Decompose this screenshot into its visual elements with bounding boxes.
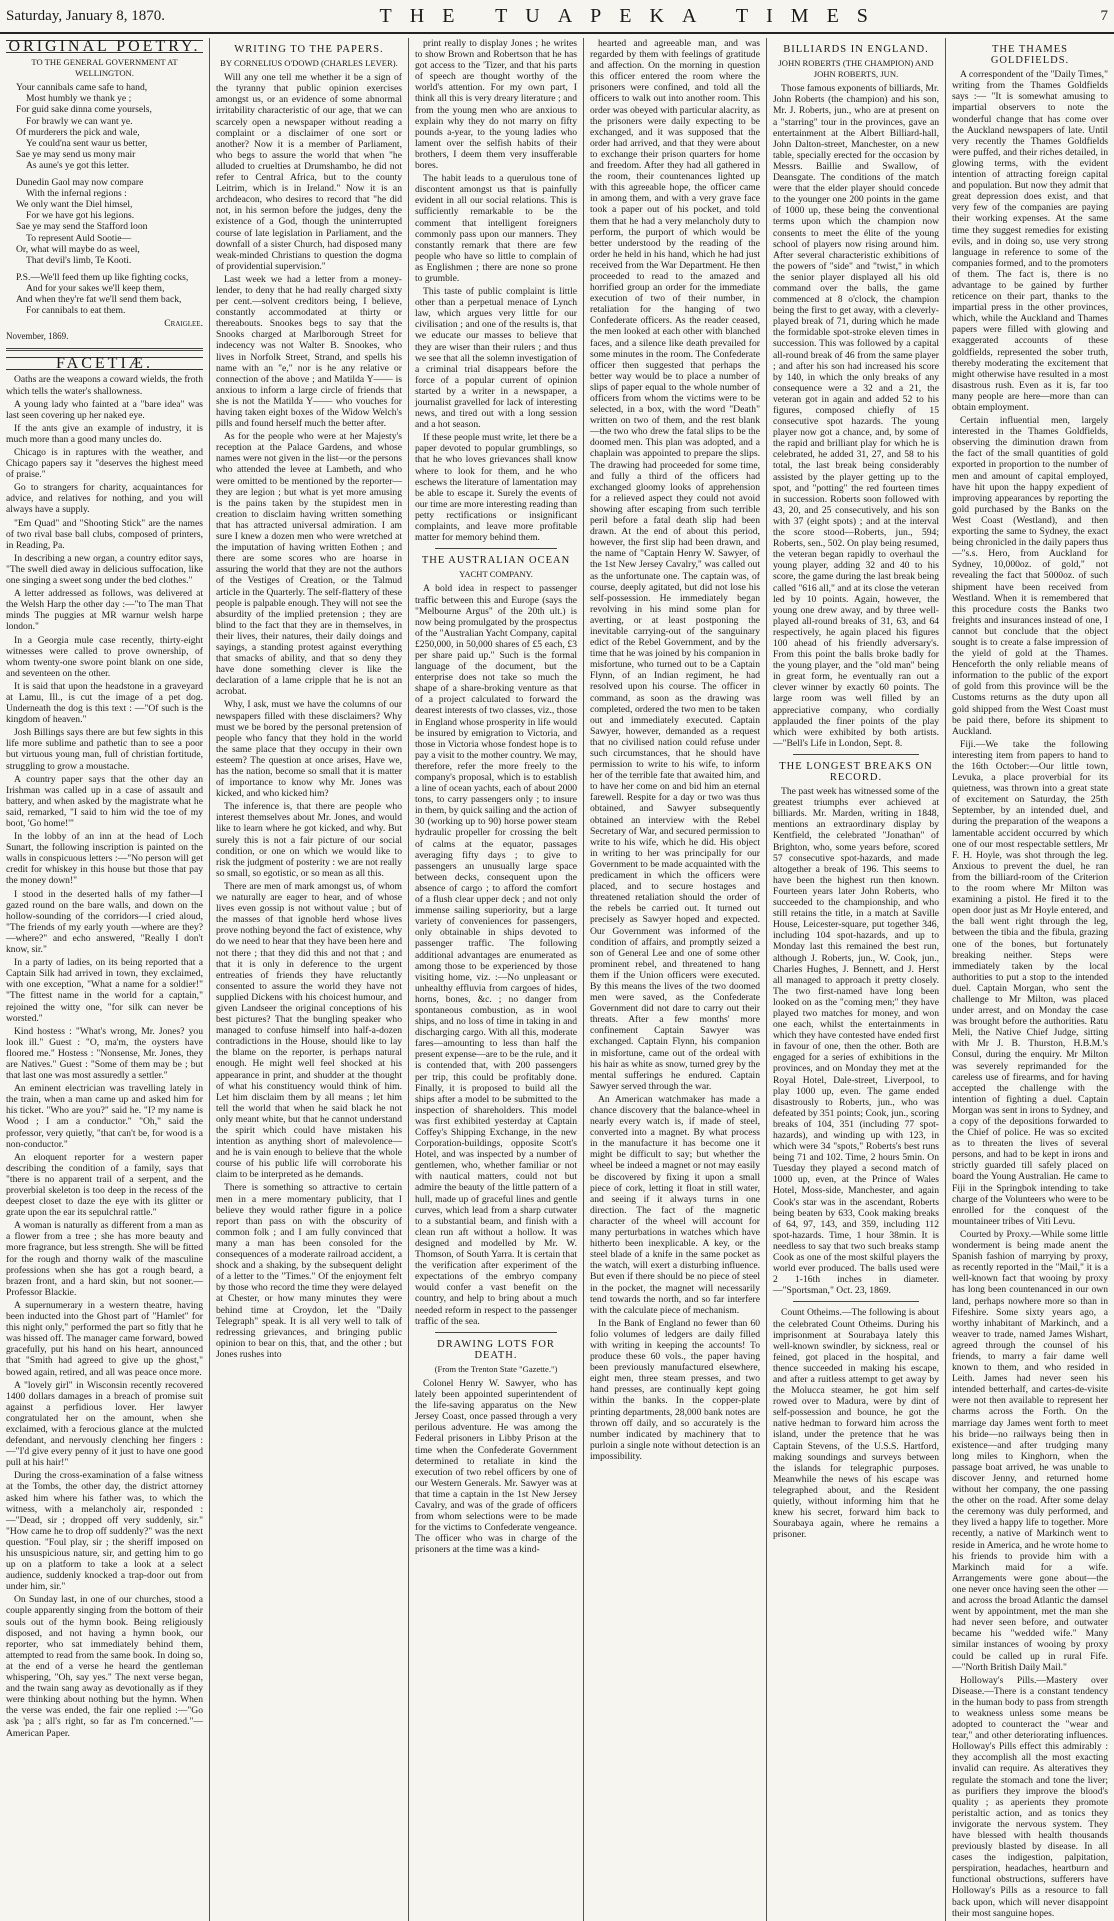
- masthead: [0, 0, 1114, 34]
- facetia-item: In a party of ladies, on its being reported that a Captain Silk had arrived in town, they exclaimed, with one exception, "What a name for a soldier!" "The fittest name in the world for a captain," rejoined the witty one, "for silk can never be worsted.": [6, 957, 203, 1024]
- poem-line: Dunedin Gaol may now compare: [16, 177, 144, 189]
- poem-line: For cannibals to eat them.: [26, 305, 126, 317]
- facetia-item: I stood in the deserted halls of my father—I gazed round on the bare walls, and down on the hollow-sounding of the corridors—I cried aloud, "The friends of my early youth —where are they?—where?" and echo answered, "Really I don't know, sir.": [6, 888, 203, 956]
- newspaper-title: THE TUAPEKA TIMES: [379, 4, 886, 27]
- article-body-yacht: [415, 583, 577, 1326]
- facetia-item: In describing a new organ, a country editor says, "The swell died away in delicious suffocation, like one singing a sweet song under the bed clothes.": [6, 552, 203, 587]
- poem-date: November, 1869.: [6, 331, 69, 342]
- section-heading-poetry: ORIGINAL POETRY.: [6, 40, 203, 53]
- article-heading-writing: WRITING TO THE PAPERS.: [234, 44, 384, 55]
- poem-title: TO THE GENERAL GOVERNMENT AT WELLINGTON.: [31, 57, 178, 79]
- column-1: [0, 38, 210, 1921]
- facetia-item: A country paper says that the other day an Irishman was called up in a case of assault and battery, and when asked by the magistrate what he said, remarked, "I said to him wid the toe of my boot, 'Go home!'": [6, 773, 203, 829]
- facetia-item: Chicago is in raptures with the weather, and Chicago papers say it "deserves the highest meed of praise.": [6, 447, 203, 481]
- facetia-item: A young lady who fainted at a "bare idea" was last seen covering up her naked eye.: [6, 398, 203, 421]
- paragraph: Courted by Proxy.—While some little wonderment is being made anent the Spanish fashion of marrying by proxy, as recently reported in the "Mail," it is a well-known fact that wooing by proxy has long been countenanced in our own land, perhaps nowhere more so than in Fifeshire. Some sixty years ago, a worthy inhabitant of Markinch, and a weaver to trade, named James Wishart, agreed through the counsel of his friends, to marry a fair dame well known to them, and who resided in Leith. James had never seen his intended betterhalf, and cartes-de-visite were not then available to represent her charms across the Forth. On the marriage day James went forth to meet his bride—no railways being then in existence—and after trudging many long miles to Kinghorn, when the passage boat arrived, he was unable to discover Jenny, and returned home without her company, the one passing the other on the road. After some delay the ceremony was duly performed, and they lived a happy life to together. More recently, a native of Markinch went to reside in America, and he wrote home to his friends to provide him with a Markinch maid for a wife. Arrangements were gone about—the one never once having seen the other —and across the broad Atlantic the damsel went by appointment, met the man she had never seen before, and outwater became his "wedded wife." Many similar instances of wooing by proxy could be called up in rural Fife.—"North British Daily Mail.": [952, 1228, 1108, 1673]
- paragraph: Those famous exponents of billiards, Mr. John Roberts (the champion) and his son, Mr. J. Roberts, jun., who are at present on a "starring" tour in the provinces, gave an entertainment at the Albert Billiard-hall, John Dalton-street, Manchester, on a new table, specially erected for the occasion by Messrs. Baillie and Swallow, of Deansgate. The conditions of the match were that the elder player should concede to the younger one 200 points in the game of 1000 up, these being the conventional terms upon which the champion now consents to meet the élite of the young school of players now rising around him. After several characteristic exhibitions of the powers of "side" and "twist," in which the senior player displayed all his old command over the balls, the game commenced at 8 o'clock, the champion being the first to get away, with a cleverly-played break of 71, during which he made the formidable spot-stroke eleven times in succession. This was followed by a capital all-round break of 46 from the same player ; and after his son had increased his score by 140, in which the only breaks of any consequence were a 32 and a 21, the veteran got in again and added 52 to his figures, composed chiefly of 15 consecutive spot hazards. The young player now got a chance, and, by some of the rapid and brilliant play for which he is celebrated, he added 31, 27, and 58 to his total, the last break being considerably assisted by the player getting up to the spot, and "potting" the red fourteen times in succession. Roberts soon followed with 43, 20, and 25 consecutively, and his son with 37 (eight spots) ; and at the interval the score stood—Roberts, jun., 594; Roberts, sen., 502. On play being resumed, the veteran began rapidly to overhaul the young player, adding 32 and 40 to his score, the game during the last break being called "616 all," and at its close the veteran led by 10 points. Again, however, the young one drew away, and by three well-played all-round breaks of 31, 63, and 64 respectively, he again placed his figures 100 ahead of his friendly adversary's. From this point the balls broke badly for the young player, and the "old man" being in great form, he eventually ran out a clever winner by exactly 60 points. The large room was well filled by an appreciative company, who cordially applauded the finer points of the play which were exhibited by both artists. —"Bell's Life in London, Sept. 8.: [773, 83, 940, 749]
- article-subheading-billiards: JOHN ROBERTS (THE CHAMPION) AND JOHN ROBERTS, JUN.: [778, 58, 934, 80]
- column-4: [584, 38, 767, 1921]
- column-5: [767, 38, 946, 1921]
- article-body-writing-cont: [415, 38, 577, 543]
- article-byline: BY CORNELIUS O'DOWD (CHARLES LEVER).: [220, 58, 398, 69]
- poem-line: Of murderers the pick and wale,: [16, 126, 140, 138]
- facetia-item: Go to strangers for charity, acquaintances for advice, and relatives for nothing, and you will always have a supply.: [6, 482, 203, 516]
- article-body-longest-breaks: [773, 786, 939, 1296]
- facetiae-list: [6, 374, 203, 1738]
- article-heading-drawing-lots: DRAWING LOTS FOR DEATH.: [437, 1338, 555, 1361]
- facetia-item: A letter addressed as follows, was delivered at the Welsh Harp the other day :—"to The man That minds The puggies at MR warnur welsh harpe london.": [6, 588, 203, 633]
- poem-line: We only want the Diel himsel,: [16, 199, 133, 211]
- article-source-drawing-lots: (From the Trenton State "Gazette."): [434, 1363, 558, 1374]
- poem-line: P.S.—We'll feed them up like fighting cocks,: [16, 271, 189, 283]
- poem-line: For we have got his legions.: [26, 210, 135, 222]
- section-heading-facetiae: FACETIÆ.: [6, 357, 203, 370]
- poem-line: For guid sake dinna come yoursels,: [16, 104, 152, 116]
- article-body-billiards: [773, 83, 939, 749]
- poem-line: For brawly we can want ye.: [26, 115, 133, 127]
- poem-line: Sae ye may send us mony mair: [16, 148, 136, 160]
- paragraph: hearted and agreeable man, and was regarded by them with feelings of gratitude and affection. On the morning in question this officer entered the room where the prisoners were confined, and told all the officers to walk out into another room. This order was obeyed with particular alacrity, as the prisoners were daily expecting to be exchanged, and it was supposed that the order had arrived, and that they were about to exchange their prison quarters for home and freedom. After they had all gathered in the room, their countenances lighted up with this agreeable hope, the officer came in among them, and with a very grave face took a paper out of his pocket, and told them that he had a very melancholy duty to perform, the purport of which would be better understood by the reading of the order he held in his hand, which he had just received from the War Department. He then proceeded to read to the amazed and horrified group an order for the immediate execution of two of their number, in retaliation for the hanging of two Confederate officers. As the reader ceased, the men looked at each other with blanched faces, and a silence like death prevailed for some minutes in the room. The Confederate officer then suggested that perhaps the better way would be to place a number of slips of paper equal to the whole number of officers from whom the victims were to be selected, in a box, with the word "Death" written on two of them, and the rest blank—the two who drew the fatal slips to be the doomed men. This plan was adopted, and a chaplain was appointed to prepare the slips. The drawing had proceeded for some time, and fully a third of the officers had exchanged gloomy looks of apprehension for a relieved aspect they could not avoid showing after escaping from such terrible peril before a fatal death slip had been drawn. At the end of about this period, however, the first slip had been drawn, and the name of "Captain Henry W. Sawyer, of the 1st New Jersey Cavalry," was called out as the unfortunate one. The captain was, of course, deeply agitated, but did not lose his self-possession. He immediately began revolving in his mind some plan for averting, or at least postponing the inevitable carrying-out of the sanguinary edict of the Rebel Government, and by the time that he was joined by his companion in misfortune, who turned out to be a Captain Flynn, of an Indian regiment, he had resolved upon his course. The officer in command, as soon as the drawing was completed, ordered the two men to be taken out and immediately executed. Captain Sawyer, however, demanded as a request that no civilised nation could refuse under such circumstances, that he should have permission to write to his wife, to inform her of the terrible fate that awaited him, and to have her come on and bid him an eternal farewell. Respite for a day or two was thus obtained, and Sawyer subsequently obtained an interview with the Rebel Secretary of War, and secured permission to write to his wife, which he did. His object in writing to her was principally for our Government to be made acquainted with the predicament in which the officers were placed, and to secure hostages and threatened retaliation should the order of the rebels be carried out. It turned out precisely as Sawyer hoped and expected. Our Government was informed of the condition of affairs, and promptly seized a son of General Lee and one of some other prominent rebel, and threatened to hang them if the Union officers were executed. By this means the lives of the two doomed men were saved, as the Confederate Government did not dare to carry out their threats. After a few months' more confinement Captain Sawyer was exchanged. Captain Flynn, his companion in misfortune, came out of the ordeal with his hair as white as snow, turned grey by the mental sufferings he endured. Captain Sawyer served through the war.: [590, 38, 760, 1092]
- facetia-item: On Sunday last, in one of our churches, stood a couple apparently singing from the bottom of their souls out of the hymn book. Being religiously disposed, and not having a hymn book, our reporter, who sat immediately behind them, attempted to read from the same book. In doing so, at the end of a verse he heard the gentleman whispering, "Oh, say yes." The next verse began, and the twain sang away as devotionally as if they were thinking about nothing but the hymn. When the verse was ended, the fair one replied :—"Go ask 'pa ; all's right, so far as I'm concerned."—American Paper.: [6, 1594, 203, 1739]
- poem-line: Or, what will maybe do as weel,: [16, 243, 140, 255]
- facetia-item: In a Georgia mule case recently, thirty-eight witnesses were called to prove ownership, of whom twenty-one swore point blank on one side, and seventeen on the other.: [6, 634, 203, 679]
- paragraph: Colonel Henry W. Sawyer, who has lately been appointed superintendent of the life-saving apparatus on the New Jersey Coast, once passed through a very perilous adventure. He was among the Federal prisoners in Libby Prison at the time when the Confederate Government determined to retaliate in kind the execution of two rebel officers by one of our Western Generals. Mr. Sawyer was at that time a captain in the 1st New Jersey Cavalry, and was of the grade of officers from whom selections were to be made for the victims to Confederate vengeance. The officer who was in charge of the prisoners at the time was a kind-: [415, 1377, 577, 1556]
- paragraph: A correspondent of the "Daily Times," writing from the Thames Goldfields says :— "It is somewhat amusing to impartial observers to note the wonderful change that has come over the Auckland newspapers of late. Until very recently the Thames Goldfields were puffed, and their riches detailed, in glowing terms, with the evident intention of attracting foreign capital and population. But now they admit that great depression does exist, and that very few of the companies are paying their working expenses. At the same time they suggest remedies for existing evils, and in doing so, use very strong language in reference to some of the companies formed, and to the promoters of them. The fact is, there is no advantage to be gained by further reticence on their part, thanks to the impartial press in the other provinces, which, while the Auckland and Thames papers were filled with glowing and exaggerated accounts of these goldfields, represented the sober truth, thereby moderating the excitement that might otherwise have resulted in a most disastrous rush. Even as it is, far too many people are here—more than can obtain employment.: [952, 69, 1108, 413]
- poem-line: Most humbly we thank ye ;: [26, 93, 132, 105]
- facetia-item: During the cross-examination of a false witness at the Tombs, the other day, the district attorney asked him where his father was, to which the witness, with a melancholy air, responded :—"Dead, sir ; dropped off very suddenly, sir." "How came he to drop off suddenly?" was the next question. "Foul play, sir ; the sheriff imposed on his unsuspicious nature, sir, and getting him to go up on a platform to take a look at a select audience, suddenly knocked a trap-door out from under him, sir.": [6, 1470, 203, 1593]
- facetia-item: An eminent electrician was travelling lately in the train, when a man came up and asked him for his ticket. "Who are you?" said he. "I? my name is Wood ; I am a conductor." "Oh," said the professor, very quietly, "that can't be, for wood is a non-conductor.": [6, 1083, 203, 1150]
- paragraph: There are men of mark amongst us, of whom we naturally are eager to hear, and of whose lives even gossip is not without value ; but of the masses of that ignoble herd whose lives prove nothing beyond the fact of existence, why do we need to hear that they have been here and not there ; that they did this and not that ; and that it is only in deference to the urgent entreaties of friends they have reluctantly consented to assure the world they have not supplied Dickens with his choicest humour, and given Landseer the original conceptions of his best pictures? That the bungling speaker who managed to confuse himself into half-a-dozen contradictions in the House, should like to lay the blame on the reporter, is perhaps natural enough. He might well feel shocked at his appearance in print, and shudder at the thought of what his constituency would think of him. Let him disclaim them by all means ; let him tell the world that when he said black he not only meant white, but that he cannot understand the spirit which could have mistaken his intention as anything short of malevolence—and he is vain enough to believe that the whole course of his public life will corroborate his claim to be interpreted as he demands.: [216, 880, 402, 1181]
- poem-stanza-1: [6, 82, 203, 171]
- columns: [0, 38, 1114, 1919]
- paragraph: As for the people who were at her Majesty's reception at the Palace Gardens, and whose names were not given in the list—or the persons who attended the levee at Lambeth, and who were omitted to be mentioned by the reporter—they are legion ; but what is yet more amusing is the pains taken by the stupidest men in creation to disclaim having written something that has attracted universal admiration. I am sure I knew a dozen men who were wretched at the imputation of having written Eothen ; and there are some scores who are hoarse in assuring the world that they are not the authors of the Vestiges of Creation, or the Talmud article in the Quarterly. The self-flattery of these people is palpable enough. They will not see the absurdity of the implied pretension ; they are blind to the fact that they are in themselves, in their lives, their natures, their daily doings and sayings, a standing protest against everything that smacks of ability, and that so deny they have done something clever is like the declaration of a lame cripple that he is not an acrobat.: [216, 431, 402, 698]
- article-body-drawing-lots: [415, 1378, 577, 1556]
- article-heading-thames: THE THAMES GOLDFIELDS.: [990, 44, 1070, 67]
- issue-date: Saturday, January 8, 1870.: [6, 7, 165, 24]
- article-body-column-4: [590, 38, 760, 1462]
- facetia-item: In the lobby of an inn at the head of Loch Sunart, the following inscription is painted on the walls in conspicuous letters :—"No person will get credit for whiskey in this house but those that pay the money down!": [6, 831, 203, 887]
- poem-signature: Craiglee.: [164, 318, 203, 330]
- paragraph: Holloway's Pills.—Mastery over Disease.—There is a constant tendency in the human body to pass from strength to weakness unless some means be adopted to counteract the "wear and tear," and other deteriorating influences. Holloway's Pills effect this admirably : they accomplish all the most exacting invalid can require. As alteratives they regulate the stomach and tone the liver; as purifiers they improve the blood's quality ; as aperients they promote peristaltic action, and as tonics they invigorate the nervous system. They have blessed with health thousands previously blasted by disease. In all cases the indigestion, palpitation, perspiration, headaches, heartburn and functional obstructions, sufferers have Holloway's Pills as a resource to fall back upon, which will never disappoint their most sanguine hopes.: [952, 1674, 1108, 1919]
- paragraph: print really to display Jones ; he writes to show Brown and Robertson that he has got access to the 'Tizer, and that his parts of speech are thought worthy of the world's attention. For my own part, I think all this is very dreary literature ; and from the young men who are anxious to explain why they do not marry on fifty pounds a-year, to the young ladies who lament over the selfish habits of their brothers, I deem them very insufferable bores.: [415, 38, 577, 172]
- paragraph: There is something so attractive to certain men in a mere momentary publicity, that I believe they would rather figure in a police report than pass on with the obscurity of common folk ; and I am fully convinced that many a man has been consoled for the consequences of a moderate railroad accident, a shock and a shaking, by the subsequent delight of a letter to the "Times." Of the enjoyment felt by those who record the time they were delayed at Chester, or how many minutes they were behind time at Croydon, let the "Daily Telegraph" speak. It is all very well to talk of redressing grievances, and bringing public opinion to bear on this, that, and the other ; but Jones rushes into: [216, 1182, 402, 1360]
- facetia-item: Kind hostess : "What's wrong, Mr. Jones? you look ill." Guest : "O, ma'm, the oysters have floored me." Hostess : "Nonsense, Mr. Jones, they are Natives." Guest : "Some of them may be ; but that last one was most assuredly a settler.": [6, 1025, 203, 1082]
- paragraph: Certain influential men, largely interested in the Thames Goldfields, observing the diminution drawn from the fact of the small quantities of gold exported in proportion to the number of men and amount of capital employed, have hit upon the happy expedient of improving appearances by reporting the gold purchased by the Banks on the West Coast (Westland), and then exporting the same to Sydney, the exact being chronicled in the daily papers thus—"s.s. Hero, from Auckland for Sydney, 10,000oz. of gold," not revealing the fact that 5000oz. of such shipment have been received from Westland. When it is remembered that this procedure costs the Banks two freights and insurances instead of one, I cannot but conclude that the object sought is to create a false impression of the yield of gold at the Thames. Henceforth the only reliable means of information to the public of the export of gold from this province will be the Customs returns as the duty upon all gold shipped from the West Coast must be paid there, before its shipment to Auckland.: [952, 415, 1108, 737]
- poem-line: With the infernal regions :: [26, 188, 127, 200]
- paragraph: The habit leads to a querulous tone of discontent amongst us that is painfully evident in all our social relations. This is sufficiently remarkable to be the comment that intelligent foreigners commonly pass upon our manners. They constantly remark that there are few people who have so little to complain of as Englishmen ; there are none so prone to grumble.: [415, 173, 577, 284]
- article-heading-yacht: THE AUSTRALIAN OCEAN: [421, 555, 571, 567]
- poem-line: Sae ye may send the Stafford loon: [16, 221, 148, 233]
- paragraph: Fiji.—We take the following interesting item from papers to hand to the 16th October:—Our little town, Levuka, a place proverbial for its quietness, was thrown into a great state of excitement on Saturday, the 25th September, by an intended duel, and during the preparation of the weapons a lamentable accident occurred by which one of our most respectable settlers, Mr F. H. Hoyle, was shot through the leg. Anxious to prevent the duel, he ran from the billiard-room of the Criterion to the room where Mr Milton was examining a pistol. He fired it to the open door just as Mr Hoyle entered, and the ball went right through the leg, between the tibia and the fibula, grazing one of the bones, but fortunately breaking neither. Steps were immediately taken by the local authorities to put a stop to the intended duel. Captain Morgan, who sent the challenge to Mr Milton, was placed under arrest, and on Monday the case was brought before the authorities. Ratu Meli, the Native Chief Judge, sitting with Mr J. B. Thurston, H.B.M.'s Consul, during the enquiry. Mr Milton was severely reprimanded for the careless use of firearms, and for having accepted the challenge with the intention of fighting a duel. Captain Morgan was sent in irons to Sydney, and a copy of the depositions forwarded to the Chief of police. He was so excited as to threaten the lives of several persons, and had to be kept in irons and strictly guarded till safely placed on board the Young Australian. He came to Fiji in the Springbok intending to take charge of the Volunteers who were to be enrolled for the conquest of the mountaineer tribes of Viti Levu.: [952, 738, 1108, 1227]
- facetia-item: A woman is naturally as different from a man as a flower from a tree ; she has more beauty and more fragrance, but less strength. She will be fitted for the rough and thorny walk of the masculine professions when she has got a rough beard, a brazen front, and a hard skin, but not sooner.—Professor Blackie.: [6, 1220, 203, 1298]
- poem: [6, 82, 203, 316]
- column-6: [946, 38, 1114, 1921]
- facetia-item: Josh Billings says there are but few sights in this life more sublime and pathetic than to see a poor but virtuous young man, full of christian fortitude, struggling to grow a moustache.: [6, 727, 203, 772]
- poem-line: That devil's limb, Te Kooti.: [26, 254, 132, 266]
- article-body-count-otheims: [773, 1307, 939, 1540]
- facetia-item: If the ants give an example of industry, it is much more than a good many uncles do.: [6, 422, 203, 445]
- paragraph: This taste of public complaint is little other than a perpetual menace of Lynch law, which argues very little for our civilisation ; and one of the results is, that we educate our masses to believe that they are wiser than their rulers ; and thus we see that all the solemn investigation of a criminal trial disappears before the force of a popular current of opinion started by a writer in a newspaper, a journalist gravelled for lack of interesting news, and tired out with a long session and a hot season.: [415, 286, 577, 431]
- article-body-writing: [216, 72, 402, 1360]
- facetia-item: An eloquent reporter for a western paper describing the condition of a family, says that "there is no apparent trail of a serpent, and the proverbial skeleton is too deep in the recess of the deepest closet to daze the eye with its glitter or grate upon the ear its sepulchral rattle.": [6, 1151, 203, 1219]
- poem-line: And for your sakes we'll keep them,: [26, 282, 165, 294]
- paragraph: An American watchmaker has made a chance discovery that the balance-wheel in nearly every watch is, if made of steel, converted into a magnet. By what process in the manufacture it has become one it might be difficult to say; but whether the wheel be indeed a magnet or not may easily be discovered by fixing it upon a small piece of cork, letting it float in still water, and seeing if it always turns in one direction. The fact of the magnetic character of the wheel will account for many perturbations in watches which have hitherto been inexplicable. A key, or the steel blade of a knife in the same pocket as the watch, will exert a disturbing influence. But even if there should be no piece of steel in the pocket, the magnet will necessarily tend towards the north, and so far interfere with the calculate piece of mechanism.: [590, 1093, 760, 1316]
- paragraph: Why, I ask, must we have the columns of our newspapers filled with these disclaimers? Why must we be bored by the personal pretension of people who fancy that they hold in the world the same place that they occupy in their own esteem? The question at once arises, Have we, has the nation, become so small that it is matter of importance to know why Mr. Jones was kicked, and who kicked him?: [216, 699, 402, 800]
- article-heading-longest-breaks: THE LONGEST BREAKS ON RECORD.: [779, 760, 933, 783]
- paragraph: Will any one tell me whether it be a sign of the tyranny that public opinion exercises amongst us, or an evidence of some abnormal irritability characteristic of our age, that we can scarcely open a newspaper without reading a complaint or a disclaimer of one sort or another? Now it is a member of Parliament, who begs to assure the world that when "he alluded to cruelties at Drumshambo, he did not refer to Central Africa, but to the county Leitrim, which is in Ireland." Now it is an archdeacon, who desires to record that "he did not, in his sermon before the judges, deny the existence of a God, though the uninterrupted course of late legislation in Parliament, and the downfall of a sister Church, had disposed many weak-minded Christians to question the dogma of providential supervision.": [216, 72, 402, 272]
- article-body-column-6: [952, 69, 1108, 1919]
- paragraph: In the Bank of England no fewer than 60 folio volumes of ledgers are daily filled with writing in keeping the accounts! To produce these 60 vols., the paper having been previously manufactured elsewhere, eight men, three steam presses, and two hand presses, are continually kept going within the banks. In the copper-plate printing departments, 28,000 bank notes are thrown off daily, and so accurately is the number indicated by machinery that to purloin a single note without detection is an impossibility.: [590, 1317, 760, 1462]
- paragraph: The inference is, that there are people who interest themselves about Mr. Jones, and would like to learn where he got kicked, and why. But surely this is not a fair picture of our social condition, or one on which we would like to risk the judgment of posterity : we are not really so small, so egotistic, or so mean as all this.: [216, 801, 402, 879]
- facetia-item: It is said that upon the headstone in a graveyard at Lamu, Ill., is cut the image of a pet dog. Underneath the dog is this text : —"Of such is the kingdom of heaven.": [6, 680, 203, 726]
- column-2: [210, 38, 409, 1921]
- paragraph: Count Otheims.—The following is about the celebrated Count Otheims. During his imprisonment at Sourabaya lately this well-known swindler, by sickness, real or feined, got placed in the hospital, and thence succeeded in making his escape, and after a ruitless attempt to get away by the Molucca steamer, he got him self rowed over to Madura, were by dint of self-possession and bounce, he got the native hedman to forward him across the island, under the pretence that he was Captain Stevens, of the U.S.S. Hartford, making soundings and surveys between the islands for telegraphic purposes. Meanwhile the news of his escape was telegraphed about, and the Resident quietly, without informing him that he knew his secret, forward him back to Sourabaya again, where he remains a prisoner.: [773, 1307, 939, 1541]
- page-number: 7: [1100, 7, 1108, 24]
- facetia-item: Oaths are the weapons a coward wields, the froth which tells the water's shallowness.: [6, 374, 203, 397]
- poem-line: Ye could'na sent waur us better,: [26, 137, 148, 149]
- facetia-item: A supernumerary in a western theatre, having been inducted into the Ghost part of "Hamlet" for this night only," performed the part so fitly that he was hissed off. The manager came forward, bowed gracefully, put his hand on his heart, announced that "Smith had agreed to give up the ghost," bowed again, retired, and all was peace once more.: [6, 1299, 203, 1378]
- poem-line: As aune's ye got this letter.: [26, 159, 129, 171]
- poem-postscript: [6, 272, 203, 316]
- facetia-item: "Em Quad" and "Shooting Stick" are the names of two rival base ball clubs, composed of printers, in Reading, Pa.: [6, 517, 203, 551]
- poem-stanza-2: [6, 177, 203, 266]
- paragraph: A bold idea in respect to passenger traffic between this and Europe (says the "Melbourne Argus" of the 20th ult.) is now being promulgated by the prospectus of the "Australian Yacht Company, capital £250,000, in 50,000 shares of £5 each, £3 per share paid up." Such is the formal language of the document, but the enterprise does not take so much the shape of a share-broking venture as that of a project calculated to forward the dearest interests of two classes, viz., those in England whose prosperity in life would be insured by emigration to Victoria, and those in Victoria whose fondest hope is to pay a visit to the mother country. We may, therefore, refer the more freely to the company's proposal, which is to establish a line of ocean yachts, each of about 2000 tons, to carry passengers only ; to insure in them, by quick sailing and the action of 30 (working up to 90) horse power steam hydraulic propeller for crossing the belt of calms at the equator, passages averaging fifty days ; to give to passengers an unusually large space between decks, consequent upon the absence of cargo ; to afford the comfort of a flush clear upper deck ; and not only immense sailing superiority, but a large variety of conveniences for passengers, only obtainable in ships devoted to passenger traffic. The following additional advantages are enumerated as among those to be experienced by those visiting home, viz. :—No unpleasant or unhealthy effluvia from cargoes of hides, horns, bones, &c. ; no danger from spontaneous combustion, as in wool ships, and no loss of time in taking in and discharging cargo. With all this, moderate fares—amounting to less than half the present expense—are to be the rule, and it is contended that, with 200 passengers per trip, this could be profitably done. Finally, it is proposed to build all the ships after a model to be submitted to the inspection of shareholders. This model was first exhibited yesterday at Captain Coffey's Shipping Exchange, in the new Corporation-buildings, opposite Scott's Hotel, and was inspected by a number of gentlemen, who, whether familiar or not with nautical matters, could not but admire the beauty of the little pattern of a hull, made up of graceful lines and gentle curves, which lead from a sharp cutwater to a substantial beam, and finish with a clean run aft without a hollow. It was designed and modelled by Mr. W. Thomson, of South Yarra. It is certain that the verification after experiment of the expectations of the embryo company would confer a vast benefit on the country, and help to bring about a much needed reform in respect to the passenger traffic of the sea.: [415, 583, 577, 1327]
- column-3: [409, 38, 584, 1921]
- paragraph: If these people must write, let there be a paper devoted to popular grumblings, so that he who loves grievances shall know where to look for them, and he who eschews the literature of lamentation may be able to escape it. Surely the events of our time are more interesting reading than petty rectifications or insignificant complaints, and leave more profitable matter for memory behind them.: [415, 432, 577, 544]
- facetia-item: A "lovely girl" in Wisconsin recently recovered 1400 dollars damages in a breach of promise suit against a perfidious lover. Her lawyer congratulated her on the amount, when she exclaimed, with a ferocious glance at the mulcted defendant, and nervously clenching her fingers :—"I'd give every penny of it just to have one good pull at his hair!": [6, 1379, 203, 1469]
- paragraph: Last week we had a letter from a money-lender, to deny that he had really charged sixty per cent.—solvent creditors being, I believe, constantly accommodated at thirty or thereabouts. Snookes begs to say that the Snooks charged at Marlborough Street for indecency was not Walter B. Snookes, who lives in Norfolk Street, Strand, and spells his name with an "e," nor is he any relative or connection of the above ; and Matilda Y—— is anxious to inform a large circle of friends that she is not the Matilda Y—— who vouches for having taken eight boxes of the Widow Welch's pills and found herself much the better after.: [216, 273, 402, 430]
- poem-line: And when they're fat we'll send them back,: [16, 293, 182, 305]
- paragraph: The past week has witnessed some of the greatest triumphs ever achieved at billiards. Mr. Marden, writing in 1848, mentions an extraordinary display by Kentfield, the celebrated "Jonathan" of Brighton, who, some years before, scored 57 consecutive spot-hazards, and made altogether a break of 196. This seems to have been the highest run then known. Fourteen years later John Roberts, who succeeded to the championship, and who still retains the title, in a match at Saville House, Leicester-square, put together 346, including 104 spot-hazards, and up to Monday last this remained the best run, although J. Roberts, jun., W. Cook, jun., Charles Hughes, J. Bennett, and J. Herst all managed to approach it pretty closely. The two first-named have long been looked on as the "coming men;" they have played two matches for money, and won one each, whilst the entertainments in which they have contested have ended first in favour of one, then the other. Both are engaged for a series of exhibitions in the provinces, and on Monday they met at the Royal Hotel, Dale-street, Liverpool, to play 1000 up, even. The game ended disastrously to Roberts, jun., who was defeated by 351 points; Cook, jun., scoring breaks of 104, 351 (including 77 spot-hazards), and winding up with 123, in which were 34 "spots," Roberts's best runs being 71 and 102. Time, 2 hours 5min. On Tuesday they played a second match of 1000 up, even, at the Prince of Wales Hotel, Moss-side, Manchester, and again Cook's star was in the ascendant, Roberts being beaten by 633, Cook making breaks of 64, 97, 143, and 359, including 112 spot-hazards. Time, 1 hour 38min. It is needless to say that two such breaks stamp Cook as one of the most skilful players the world ever produced. The balls used were 2 1-16th inches in diameter.—"Sportsman," Oct. 23, 1869.: [773, 786, 939, 1297]
- poem-line: Your cannibals came safe to hand,: [16, 82, 148, 94]
- article-heading-billiards: BILLIARDS IN ENGLAND.: [783, 44, 929, 55]
- article-subheading-yacht: YACHT COMPANY.: [459, 569, 533, 580]
- poem-line: To represent Auld Sootie—: [26, 232, 132, 244]
